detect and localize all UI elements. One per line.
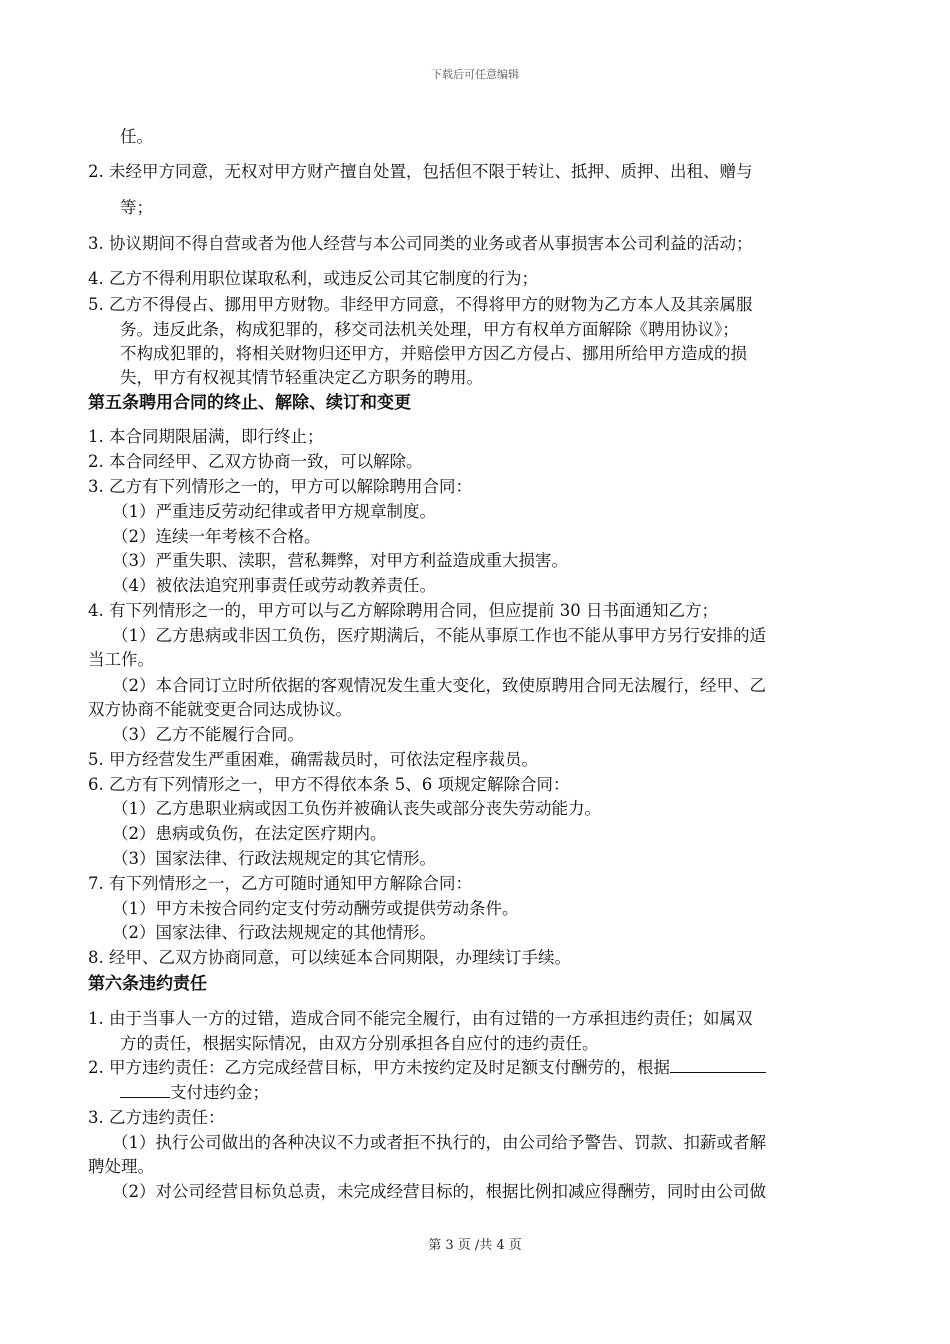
text-line: （2）患病或负伤，在法定医疗期内。 [112, 824, 387, 843]
text-line: （1）执行公司做出的各种决议不力或者拒不执行的，由公司给予警告、罚款、扣薪或者解 [112, 1133, 766, 1152]
text-line: 3. 协议期间不得自营或者为他人经营与本公司同类的业务或者从事损害本公司利益的活动； [88, 234, 753, 253]
text-span: 2. 甲方违约责任：乙方完成经营目标，甲方未按约定及时足额支付酬劳的，根据 [88, 1058, 670, 1077]
page-header: 下载后可任意编辑 [431, 68, 519, 81]
text-line: 4. 有下列情形之一的，甲方可以与乙方解除聘用合同，但应提前 30 日书面通知乙方； [88, 601, 718, 620]
text-line: 双方协商不能就变更合同达成协议。 [88, 700, 352, 719]
text-line: 8. 经甲、乙双方协商同意，可以续延本合同期限，办理续订手续。 [88, 948, 571, 967]
text-line: 失，甲方有权视其情节轻重决定乙方职务的聘用。 [120, 368, 483, 387]
text-line: （4）被依法追究刑事责任或劳动教养责任。 [112, 576, 436, 595]
section-heading: 第六条违约责任 [88, 974, 207, 994]
text-line: （1）乙方患病或非因工负伤，医疗期满后，不能从事原工作也不能从事甲方另行安排的适 [112, 626, 766, 645]
text-line: （3）严重失职、渎职，营私舞弊，对甲方利益造成重大损害。 [112, 551, 568, 570]
text-line: 方的责任，根据实际情况，由双方分别承担各自应付的违约责任。 [120, 1034, 599, 1053]
text-line: 3. 乙方违约责任： [88, 1108, 225, 1127]
text-line: 聘处理。 [88, 1157, 154, 1176]
text-line: 当工作。 [88, 650, 154, 669]
text-line: 2. 未经甲方同意，无权对甲方财产擅自处置，包括但不限于转让、抵押、质押、出租、赠与 [88, 162, 753, 181]
fill-in-blank [120, 1081, 170, 1098]
text-line [88, 1056, 766, 1080]
text-line: 2. 本合同经甲、乙双方协商一致，可以解除。 [88, 452, 423, 471]
text-line: （2）国家法律、行政法规规定的其他情形。 [112, 923, 436, 942]
text-span: 支付违约金； [170, 1083, 269, 1102]
page-footer: 第 3 页 /共 4 页 [428, 1238, 522, 1253]
text-line: （1）甲方未按合同约定支付劳动酬劳或提供劳动条件。 [112, 899, 519, 918]
text-line: （2）对公司经营目标负总责，未完成经营目标的，根据比例扣减应得酬劳，同时由公司做 [112, 1182, 766, 1201]
text-line: 不构成犯罪的，将相关财物归还甲方，并赔偿甲方因乙方侵占、挪用所给甲方造成的损 [120, 344, 747, 363]
text-line: 6. 乙方有下列情形之一，甲方不得依本条 5、6 项规定解除合同： [88, 775, 570, 794]
text-line: （1）乙方患职业病或因工负伤并被确认丧失或部分丧失劳动能力。 [112, 799, 601, 818]
text-line: 任。 [120, 127, 153, 146]
text-line: 5. 甲方经营发生严重困难，确需裁员时，可依法定程序裁员。 [88, 750, 538, 769]
text-line: （2）连续一年考核不合格。 [112, 527, 321, 546]
text-line: 1. 由于当事人一方的过错，造成合同不能完全履行，由有过错的一方承担违约责任；如属双 [88, 1009, 753, 1028]
text-line: 4. 乙方不得利用职位谋取私利，或违反公司其它制度的行为； [88, 269, 538, 288]
text-line: （2）本合同订立时所依据的客观情况发生重大变化，致使原聘用合同无法履行，经甲、乙 [112, 676, 766, 695]
section-heading: 第五条聘用合同的终止、解除、续订和变更 [88, 393, 411, 413]
text-line: （3）乙方不能履行合同。 [112, 725, 304, 744]
fill-in-blank [670, 1056, 766, 1073]
text-line: 1. 本合同期限届满，即行终止； [88, 427, 324, 446]
text-line: （1）严重违反劳动纪律或者甲方规章制度。 [112, 502, 436, 521]
text-line [120, 1081, 269, 1105]
text-line: 5. 乙方不得侵占、挪用甲方财物。非经甲方同意，不得将甲方的财物为乙方本人及其亲属服 [88, 295, 753, 314]
text-line: 7. 有下列情形之一，乙方可随时通知甲方解除合同： [88, 874, 472, 893]
text-line: 3. 乙方有下列情形之一的，甲方可以解除聘用合同： [88, 477, 472, 496]
text-line: 等； [120, 198, 153, 217]
text-line: 务。违反此条，构成犯罪的，移交司法机关处理，甲方有权单方面解除《聘用协议》； [120, 320, 739, 339]
text-line: （3）国家法律、行政法规规定的其它情形。 [112, 849, 436, 868]
